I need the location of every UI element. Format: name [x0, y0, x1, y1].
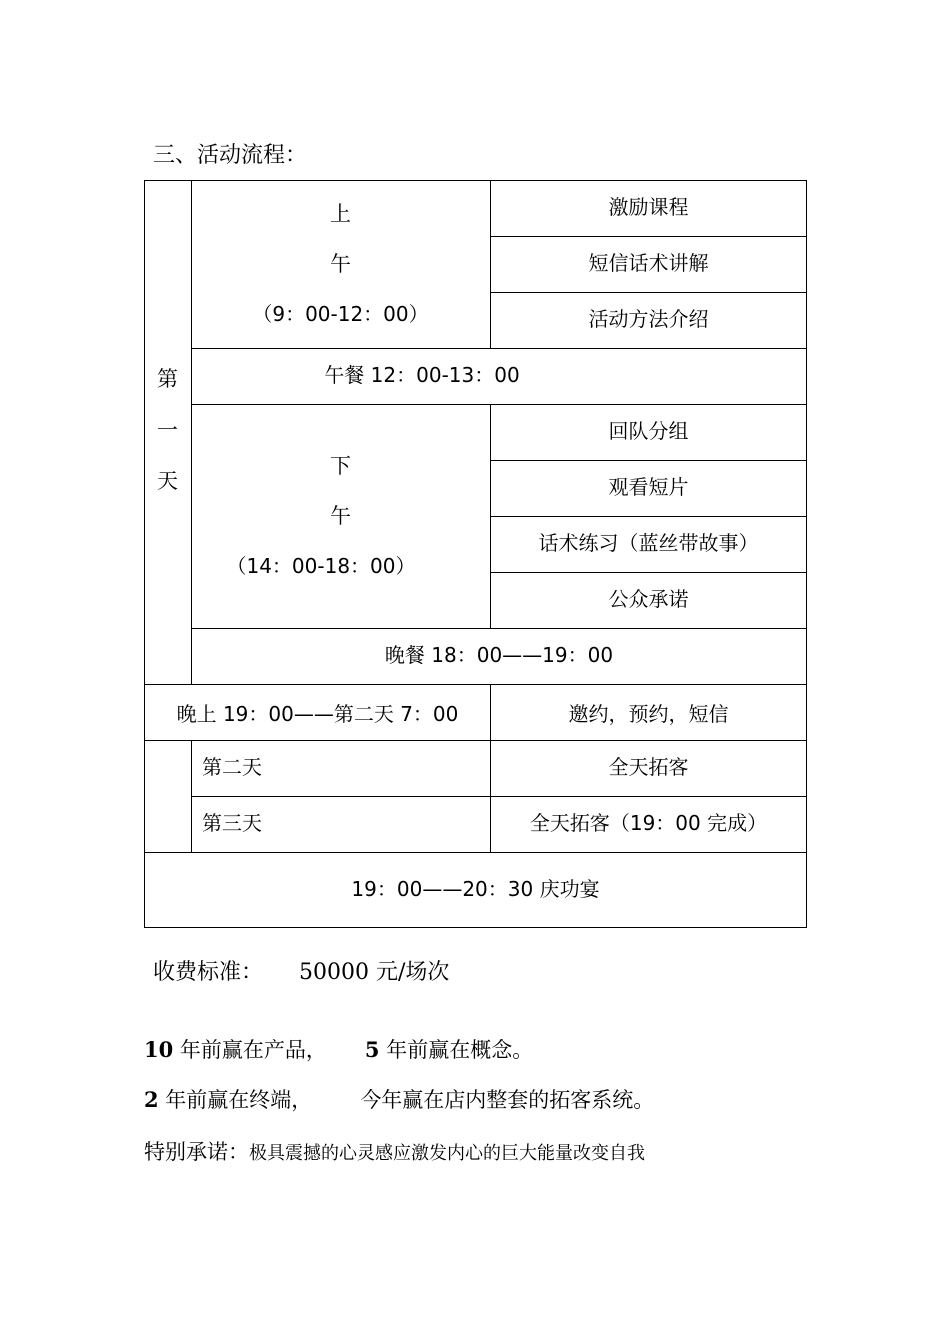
day1-label-char: 一 — [157, 418, 178, 442]
morning-label-char: 午 — [330, 252, 351, 276]
lunch-row: 午餐 12：00-13：00 — [324, 362, 520, 387]
slogan-number: 2 — [144, 1087, 159, 1112]
slogan-line-2 — [144, 1084, 654, 1114]
slogan-text: 年前赢在产品， — [173, 1038, 327, 1062]
slogan-line-1 — [144, 1034, 533, 1064]
morning-time: （9：00-12：00） — [252, 302, 429, 326]
day3-activity: 全天拓客（19：00 完成） — [529, 810, 768, 835]
afternoon-item: 回队分组 — [608, 418, 689, 443]
fee-line — [153, 955, 449, 986]
morning-label-char: 上 — [330, 202, 351, 226]
slogan-text: 今年赢在店内整套的拓客系统。 — [360, 1088, 655, 1112]
day3-label: 第三天 — [202, 810, 262, 835]
afternoon-item: 话术练习（蓝丝带故事） — [538, 530, 759, 555]
day1-label-char: 第 — [157, 367, 178, 391]
morning-item: 激励课程 — [608, 194, 689, 219]
fee-amount: 50000 元/场次 — [299, 960, 450, 985]
table-border-bottom — [144, 927, 807, 928]
special-promise — [144, 1136, 645, 1166]
day2-label: 第二天 — [202, 754, 262, 779]
morning-item: 活动方法介绍 — [588, 306, 709, 331]
evening-time: 晚上 19：00——第二天 7：00 — [176, 701, 459, 726]
slogan-text: 年前赢在概念。 — [379, 1038, 534, 1062]
promise-label: 特别承诺： — [144, 1140, 249, 1164]
slogan-number: 5 — [364, 1037, 380, 1062]
fee-label: 收费标准： — [153, 960, 264, 985]
slogan-text: 年前赢在终端， — [158, 1088, 313, 1112]
morning-item: 短信话术讲解 — [588, 250, 709, 275]
table-border-left — [144, 180, 145, 928]
afternoon-item: 观看短片 — [608, 474, 689, 499]
slogan-number: 10 — [144, 1037, 174, 1062]
afternoon-item: 公众承诺 — [608, 586, 689, 611]
afternoon-time: （14：00-18：00） — [226, 554, 416, 578]
dinner-row: 晚餐 18：00——19：00 — [384, 642, 614, 667]
promise-text: 极具震撼的心灵感应激发内心的巨大能量改变自我 — [249, 1143, 645, 1164]
evening-activity: 邀约，预约，短信 — [568, 701, 729, 726]
schedule-table — [144, 180, 807, 928]
celebration-row: 19：00——20：30 庆功宴 — [351, 876, 600, 901]
afternoon-label-char: 下 — [330, 454, 351, 478]
day1-label-char: 天 — [157, 469, 178, 493]
section-title: 三、活动流程： — [153, 143, 308, 168]
day2-activity: 全天拓客 — [608, 754, 689, 779]
afternoon-label-char: 午 — [330, 504, 351, 528]
